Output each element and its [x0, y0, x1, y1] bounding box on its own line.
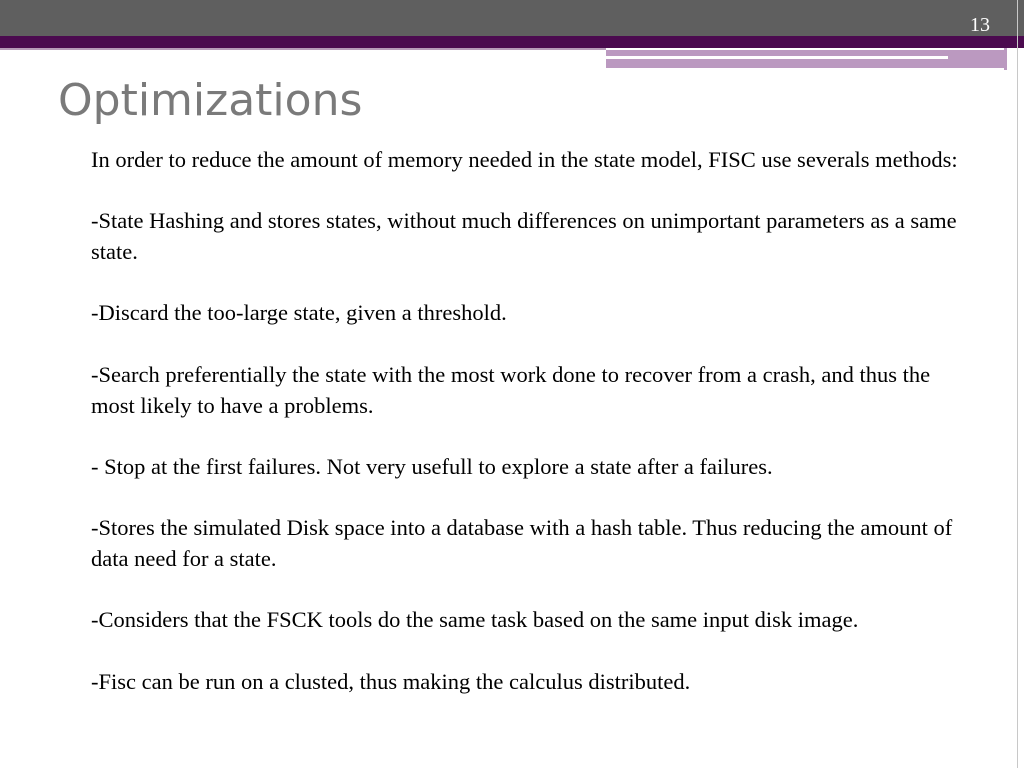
- slide-title: Optimizations: [58, 75, 363, 126]
- point-cluster-distributed: -Fisc can be run on a clusted, thus making the calculus distributed.: [91, 668, 691, 694]
- point-search-preferentially: -Search preferentially the state with the most work done to recover from a crash, and thus the most likely to have a problems.: [91, 361, 931, 418]
- point-state-hashing: -State Hashing and stores states, without much differences on unimportant parameters as a same state.: [91, 208, 957, 265]
- header-thin-accent-line: [0, 48, 606, 50]
- point-fsck-tools: -Considers that the FSCK tools do the same task based on the same input disk image.: [91, 607, 859, 633]
- slide-content: [91, 145, 961, 698]
- point-store-disk-space: -Stores the simulated Disk space into a database with a hash table. Thus reducing the amount of data need for a state.: [91, 515, 953, 572]
- header-purple-band: [0, 36, 1024, 48]
- header-corner-line: [1004, 48, 1007, 70]
- point-stop-first-failure: - Stop at the first failures. Not very usefull to explore a state after a failures.: [91, 453, 773, 479]
- right-edge-divider: [1017, 0, 1018, 768]
- header-white-stripe: [606, 56, 948, 59]
- point-discard-large-state: -Discard the too-large state, given a threshold.: [91, 300, 507, 326]
- slide-number: 13: [970, 14, 990, 36]
- header-light-purple-bar: [606, 50, 1004, 68]
- intro-paragraph: In order to reduce the amount of memory needed in the state model, FISC use severals methods:: [91, 147, 958, 172]
- header-gray-band: [0, 0, 1024, 36]
